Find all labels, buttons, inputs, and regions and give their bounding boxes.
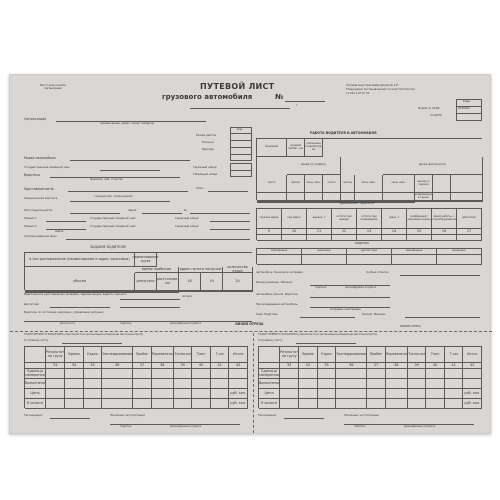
- handed-text: Сдал. Водитель: [256, 313, 278, 316]
- coupon-row-label: К оплате: [25, 399, 46, 409]
- fuel-title: Движение горючего: [340, 201, 375, 205]
- coupon-cell: [386, 399, 408, 409]
- garage-number-label: Гаражный номер: [193, 166, 217, 169]
- form-subtitle: грузового автомобиля: [162, 93, 253, 101]
- work-title: РАБОТА ВОДИТЕЛЯ И АВТОМОБИЛЯ: [310, 131, 377, 135]
- coupon-cell: [229, 379, 248, 389]
- coupon-col-header: Перевезено: [152, 347, 174, 363]
- signatures-title: подпись: [355, 241, 370, 245]
- coupon-cell: [174, 399, 193, 409]
- coupon-col-number: 34: [65, 363, 84, 369]
- driver-hint: фамилия, имя, отчество: [90, 178, 124, 181]
- coupon-cell: [174, 389, 193, 399]
- cut-line-right-label: ЛИНИЯ ОТРЕЗА: [400, 325, 421, 328]
- coupon-left-to-list: К путевому листу: [24, 339, 49, 342]
- license-checked-text: Водительское удостоверение проверил, задание выдал, выдать горючего: [24, 293, 127, 296]
- coupon-cell: [408, 399, 427, 409]
- coupon-cell: [318, 399, 337, 409]
- coupon-left-decode: расшифровка подписи: [170, 425, 202, 428]
- coupon-cell: [336, 399, 367, 409]
- coupon-cell: [299, 379, 318, 389]
- coupon-col-header: Тонно-км: [408, 347, 427, 363]
- license-label: Удостоверение №: [24, 187, 54, 191]
- form-info-2: Утверждена постановлением Госкомстата России: [346, 88, 415, 91]
- coupon-cell: [65, 369, 84, 379]
- trailer-hint: марка: [55, 230, 64, 233]
- coupon-col-number: 39: [408, 363, 427, 369]
- coupon-cell: [46, 389, 65, 399]
- date-line: [190, 108, 290, 109]
- coupon-cell: [211, 389, 230, 399]
- coupon-col-number: 37: [133, 363, 152, 369]
- coupon-cell: [318, 389, 337, 399]
- coupon-col-header: Ездки: [84, 347, 103, 363]
- license-card-hint: стандартная, ограниченная: [94, 195, 133, 198]
- coupon-right-table: [258, 346, 482, 408]
- coupon-right-head: Начальник эксплуатации: [344, 414, 379, 417]
- coupon-cell: [367, 369, 386, 379]
- coupon-row-label: Выполнено: [25, 379, 46, 389]
- coupon-cell: [152, 389, 174, 399]
- organization-label: Организация: [24, 117, 47, 121]
- brigade-label: Бригада: [202, 148, 214, 151]
- coupon-cell: [133, 369, 152, 379]
- coupon-unit-cell: руб. коп.: [229, 389, 248, 399]
- work-mode-label: Режим работы: [196, 134, 216, 137]
- coupon-unit-cell: руб. коп.: [463, 399, 482, 409]
- coupon-cell: [463, 379, 482, 389]
- coupon-col-number: 39: [174, 363, 193, 369]
- trailer-1-state-number: Государственный номерной знак: [90, 217, 136, 220]
- coupon-col-header: Ездки: [318, 347, 337, 363]
- coupon-cell: [426, 369, 445, 379]
- waybill-form: [9, 74, 491, 434]
- coupon-col-header: Тонно-км: [174, 347, 193, 363]
- coupon-cell: [318, 369, 337, 379]
- coupon-col-number: 38: [152, 363, 174, 369]
- task-table: в чье распоряжение (наименование и адрес заказчика) время прибытия адрес пункта погрузки наименование груза количество ездок убытия разгрузки расстояние, км 18 19 20: [24, 252, 252, 290]
- coupon-col-number: 40: [192, 363, 211, 369]
- departure-signature-hint: подпись: [315, 286, 327, 289]
- vertical-cut-line: [253, 333, 254, 433]
- cut-line-label: ЛИНИЯ ОТРЕЗА: [235, 322, 264, 326]
- coupon-cell: [174, 369, 193, 379]
- coupon-cell: [408, 369, 427, 379]
- coupon-cell: [152, 379, 174, 389]
- okud-code: 0345005: [458, 107, 470, 110]
- coupon-cell: [426, 389, 445, 399]
- number-line: [285, 101, 325, 102]
- coupon-cell: [211, 369, 230, 379]
- coupon-cell: [280, 389, 299, 399]
- coupon-cell: [386, 379, 408, 389]
- coupon-cell: [336, 389, 367, 399]
- coupon-col-number: 35: [318, 363, 337, 369]
- coupon-cell: [408, 379, 427, 389]
- liters-label: литров: [182, 295, 192, 298]
- coupon-col-header: Результат по грузу: [280, 347, 299, 363]
- coupon-cell: [386, 389, 408, 399]
- coupon-col-number: 40: [426, 363, 445, 369]
- coupon-cell: [426, 399, 445, 409]
- coupon-left-dispatcher: Таксировщик: [24, 414, 43, 417]
- fuel-table: горючее марка код марки выдано, л остаток при выезде остаток при возвращении сдано, л коэффициент изменения нормы время работы, ч спецоборудования двигателя 9 10 11 12 13 14 15 16 17: [256, 208, 482, 240]
- coupon-cell: [192, 379, 211, 389]
- okpo-label: по ОКПО: [430, 114, 442, 117]
- column-label: Колонна: [202, 141, 214, 144]
- coupon-row-label: Единица измерения: [25, 369, 46, 379]
- coupon-cell: [192, 369, 211, 379]
- departure-decode-hint: расшифровка подписи: [345, 286, 377, 289]
- coupon-cell: [299, 369, 318, 379]
- coupon-col-header: Т-км: [445, 347, 464, 363]
- task-title: ЗАДАНИЕ ВОДИТЕЛЮ: [90, 245, 127, 249]
- accepted-text: Принял. Механик: [362, 313, 386, 316]
- coupon-cell: [84, 389, 103, 399]
- left-decode-hint: расшифровка подписи: [170, 322, 202, 325]
- coupon-col-header: Время: [65, 347, 84, 363]
- coupon-cell: [84, 369, 103, 379]
- coupon-left-title: ТАЛОН ВТОРОГО ЗАКАЗЧИКА (заполняется в организации владельце автотранспорта): [24, 333, 144, 336]
- coupon-cell: [299, 389, 318, 399]
- coupon-cell: [65, 389, 84, 399]
- coupon-col-header: Итого: [463, 347, 482, 363]
- coupon-col-number: 36: [336, 363, 367, 369]
- coupon-cell: [152, 399, 174, 409]
- work-table: операция время по графику нулевой пробег, км показание спидометра, км время фактическое число месяц часы, мин. число месяц часы, мин. часы, мин. выезд из гаража возвращение в гараж: [256, 138, 482, 200]
- coupon-col-header: Тонн: [426, 347, 445, 363]
- coupon-cell: [445, 389, 464, 399]
- coupon-cell: [65, 379, 84, 389]
- coupon-unit-cell: руб. коп.: [463, 389, 482, 399]
- coupon-col-header: Экспедирование: [336, 347, 367, 363]
- trailer-2-state-number: Государственный номерной знак: [90, 225, 136, 228]
- car-ok-text: Автомобиль технически исправен: [256, 271, 303, 274]
- coupon-cell: [280, 379, 299, 389]
- coupon-col-header: Результат по грузу: [46, 347, 65, 363]
- organization-hint: наименование, адрес, номер телефона: [100, 122, 155, 125]
- coupon-col-number: 36: [102, 363, 133, 369]
- coupon-cell: [386, 369, 408, 379]
- coupon-row-label: Единица измерения: [259, 369, 280, 379]
- coupon-left-table: [24, 346, 248, 408]
- series-label: Серия: [128, 209, 137, 212]
- state-hint: исправен, неисправен: [330, 308, 361, 311]
- coupon-right-title: ТАЛОН ПЕРВОГО ЗАКАЗЧИКА (заполняется в организации владельце автотранспорта): [258, 333, 378, 336]
- coupon-cell: [46, 369, 65, 379]
- form-info-1: Типовая межотраслевая форма № 4-П: [346, 84, 399, 87]
- coupon-cell: [318, 379, 337, 389]
- coupon-cell: [336, 369, 367, 379]
- coupon-col-header: Перевезено: [386, 347, 408, 363]
- coupon-row-label: К оплате: [259, 399, 280, 409]
- class-label: Класс: [196, 187, 204, 190]
- coupon-cell: [192, 399, 211, 409]
- trailer-2-garage: Гаражный номер: [175, 225, 199, 228]
- coupon-col-number: 42: [463, 363, 482, 369]
- car-brand-label: Марка автомобиля: [24, 156, 56, 160]
- coupon-col-number: 37: [367, 363, 386, 369]
- signatures-table: заправщика механика диспетчера заправщика механика: [256, 248, 482, 264]
- coupon-header-corner: [25, 347, 46, 363]
- coupon-col-header: Пробег: [133, 347, 152, 363]
- coupon-cell: [174, 379, 193, 389]
- coupon-cell: [336, 379, 367, 389]
- coupon-row-label: Выполнено: [259, 379, 280, 389]
- number-sign: №: [275, 93, 284, 101]
- coupon-cell: [367, 399, 386, 409]
- left-signature-hint: подпись: [120, 322, 132, 325]
- form-info-3: от 28.11.97 № 78: [346, 92, 370, 95]
- coupon-cell: [463, 369, 482, 379]
- coupon-right-dispatcher: Таксировщик: [258, 414, 277, 417]
- trailer-2-label: Прицеп 2: [24, 225, 37, 228]
- coupon-left-head: Начальник эксплуатации: [110, 414, 145, 417]
- coupon-col-number: 33: [280, 363, 299, 369]
- coupon-row-label: Цена: [25, 389, 46, 399]
- driver-label: Водитель: [24, 173, 41, 177]
- coupon-cell: [280, 369, 299, 379]
- coupon-col-header: Тонн: [192, 347, 211, 363]
- coupon-cell: [211, 379, 230, 389]
- coupon-right-signature: подпись: [354, 425, 366, 428]
- codes-label: Коды: [463, 100, 471, 103]
- special-marks-label: Особые отметки: [366, 271, 389, 274]
- coupon-col-number: 33: [46, 363, 65, 369]
- escort-label: Сопровождающие лица: [24, 235, 57, 238]
- coupon-col-header: Итого: [229, 347, 248, 363]
- reg-number-label: Регистрационный №: [24, 209, 53, 212]
- coupon-col-number: 41: [445, 363, 464, 369]
- coupon-right-decode: расшифровка подписи: [404, 425, 436, 428]
- coupon-cell: [84, 379, 103, 389]
- coupon-cell: [426, 379, 445, 389]
- coupon-cell: [367, 379, 386, 389]
- coupon-col-number: 42: [229, 363, 248, 369]
- coupon-col-header: Т-км: [211, 347, 230, 363]
- state-number-label: Государственный номерной знак: [24, 166, 70, 169]
- coupon-cell: [102, 389, 133, 399]
- coupon-cell: [133, 399, 152, 409]
- coupon-cell: [102, 369, 133, 379]
- coupon-cell: [46, 379, 65, 389]
- coupon-cell: [152, 369, 174, 379]
- coupon-row-label: Цена: [259, 389, 280, 399]
- trailer-1-label: Прицеп 1: [24, 217, 37, 220]
- okud-label: Форма по ОКУД: [418, 107, 440, 110]
- coupon-cell: [445, 369, 464, 379]
- coupon-cell: [280, 399, 299, 409]
- coupon-cell: [445, 399, 464, 409]
- coupon-unit-cell: руб. коп.: [229, 399, 248, 409]
- coupon-cell: [367, 389, 386, 399]
- form-title: ПУТЕВОЙ ЛИСТ: [200, 82, 275, 91]
- on-return-text: При возвращении автомобиль: [256, 303, 298, 306]
- coupon-col-number: 41: [211, 363, 230, 369]
- coupon-cell: [65, 399, 84, 409]
- stamp-label: Место для штампа организации: [40, 84, 66, 90]
- year-mark: г.: [296, 104, 299, 107]
- coupon-left-signature: подпись: [120, 425, 132, 428]
- coupon-cell: [46, 399, 65, 409]
- coupon-cell: [211, 399, 230, 409]
- coupon-cell: [102, 379, 133, 389]
- series-number-sign: №: [184, 209, 187, 212]
- coupon-cell: [408, 389, 427, 399]
- coupon-cell: [133, 379, 152, 389]
- coupon-cell: [299, 399, 318, 409]
- coupon-right-to-list: К путевому листу: [258, 339, 283, 342]
- coupon-col-number: 35: [84, 363, 103, 369]
- car-accepted-text: Автомобиль принял. Водитель: [256, 293, 298, 296]
- cut-line: [10, 331, 492, 332]
- coupon-cell: [133, 389, 152, 399]
- trailer-1-garage: Гаражный номер: [175, 217, 199, 220]
- coupon-cell: [102, 399, 133, 409]
- license-card-label: Лицензионная карточка: [24, 197, 58, 200]
- position-hint: должность: [60, 322, 76, 325]
- coupon-col-header: Пробег: [367, 347, 386, 363]
- tab-number-label: Табельный номер: [193, 173, 218, 176]
- coupon-col-header: Время: [299, 347, 318, 363]
- coupon-cell: [192, 389, 211, 399]
- coupon-col-number: 34: [299, 363, 318, 369]
- dispatcher-label: Диспетчер: [24, 303, 39, 306]
- driver-health-text: Водитель по состоянию здоровья к управлению допущен: [24, 311, 104, 314]
- coupon-cell: [84, 399, 103, 409]
- departure-allowed-text: Выезд разрешен. Механик: [256, 281, 293, 284]
- coupon-cell: [229, 369, 248, 379]
- coupon-header-corner: [259, 347, 280, 363]
- coupon-col-header: Экспедирование: [102, 347, 133, 363]
- code-label: Код: [237, 127, 243, 131]
- coupon-cell: [445, 379, 464, 389]
- coupon-col-number: 38: [386, 363, 408, 369]
